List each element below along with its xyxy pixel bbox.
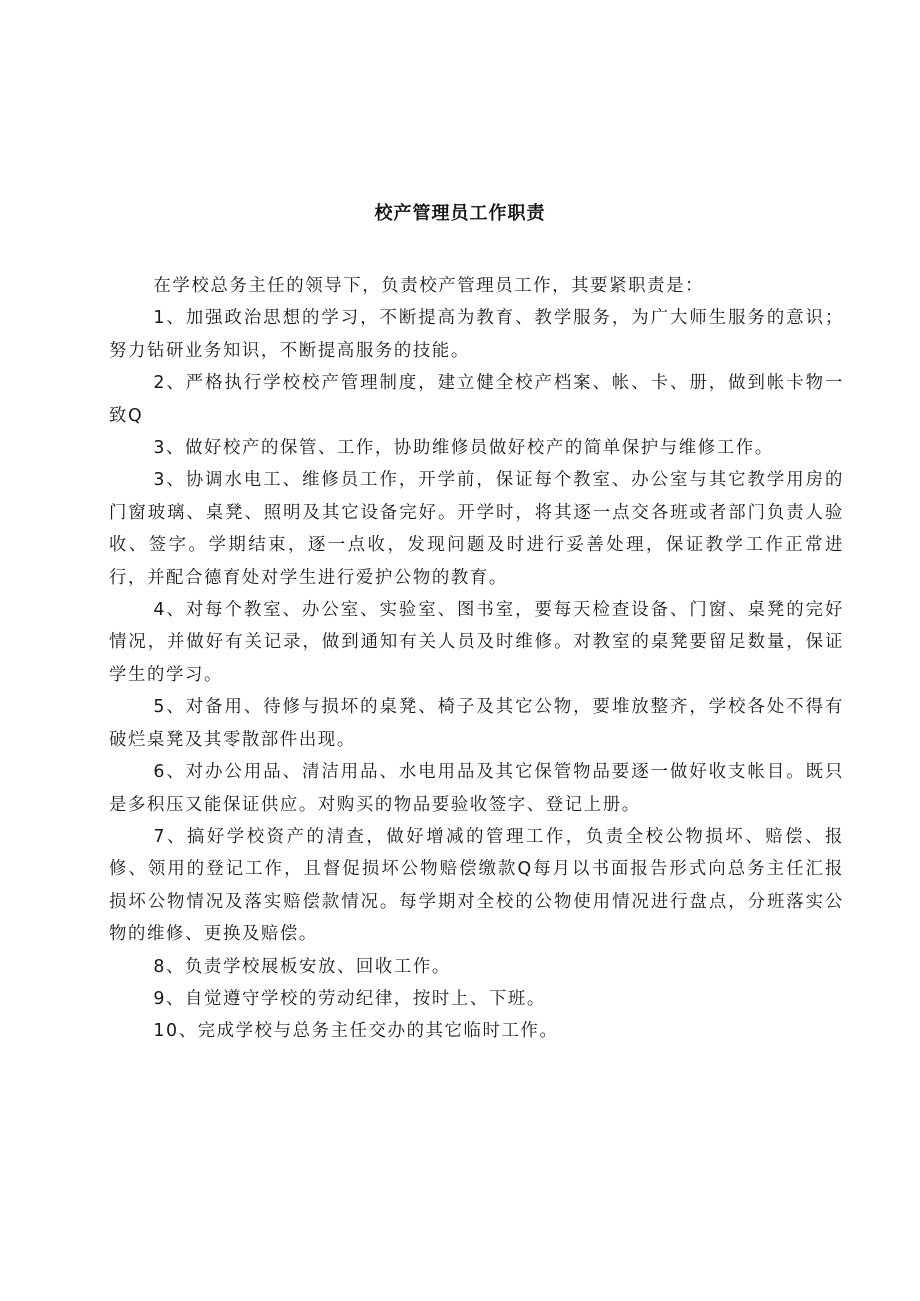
duty-paragraph-4: 4、对每个教室、办公室、实验室、图书室，要每天检查设备、门窗、桌凳的完好情况，并做好有关记录，做到通知有关人员及时维修。对教室的桌凳要留足数量，保证学生的学习。 bbox=[109, 600, 844, 685]
duty-paragraph-2: 2、严格执行学校校产管理制度，建立健全校产档案、帐、卡、册，做到帐卡物一致Q bbox=[109, 373, 844, 426]
duty-paragraph-6: 6、对办公用品、清洁用品、水电用品及其它保管物品要逐一做好收支帐目。既只是多积压又能保证供应。对购买的物品要验收签字、登记上册。 bbox=[109, 762, 844, 815]
duty-paragraph-1: 1、加强政治思想的学习，不断提高为教育、教学服务，为广大师生服务的意识；努力钻研业务知识，不断提高服务的技能。 bbox=[109, 308, 844, 361]
document-body bbox=[109, 270, 844, 1048]
duty-paragraph-8: 8、负责学校展板安放、回收工作。 bbox=[153, 956, 451, 977]
duty-paragraph-7: 7、搞好学校资产的清查，做好增减的管理工作，负责全校公物损坏、赔偿、报修、领用的登记工作，且督促损坏公物赔偿缴款Q每月以书面报告形式向总务主任汇报损坏公物情况及落实赔偿款情况。每学期对全校的公物使用情况进行盘点，分班落实公物的维修、更换及赔偿。 bbox=[109, 826, 844, 945]
document-title: 校产管理员工作职责 bbox=[374, 203, 546, 224]
duty-paragraph-9: 9、自觉遵守学校的劳动纪律，按时上、下班。 bbox=[153, 988, 546, 1009]
duty-paragraph-3b: 3、协调水电工、维修员工作，开学前，保证每个教室、办公室与其它教学用房的门窗玻璃、桌凳、照明及其它设备完好。开学时，将其逐一点交各班或者部门负责人验收、签字。学期结束，逐一点收，发现问题及时进行妥善处理，保证教学工作正常进行，并配合德育处对学生进行爱护公物的教育。 bbox=[109, 470, 844, 588]
intro-paragraph: 在学校总务主任的领导下，负责校产管理员工作，其要紧职责是： bbox=[153, 276, 705, 296]
duty-paragraph-10: 10、完成学校与总务主任交办的其它临时工作。 bbox=[153, 1021, 559, 1042]
duty-paragraph-3a: 3、做好校产的保管、工作，协助维修员做好校产的简单保护与维修工作。 bbox=[153, 438, 774, 459]
duty-paragraph-5: 5、对备用、待修与损坏的桌凳、椅子及其它公物，要堆放整齐，学校各处不得有破烂桌凳及其零散部件出现。 bbox=[109, 697, 844, 750]
